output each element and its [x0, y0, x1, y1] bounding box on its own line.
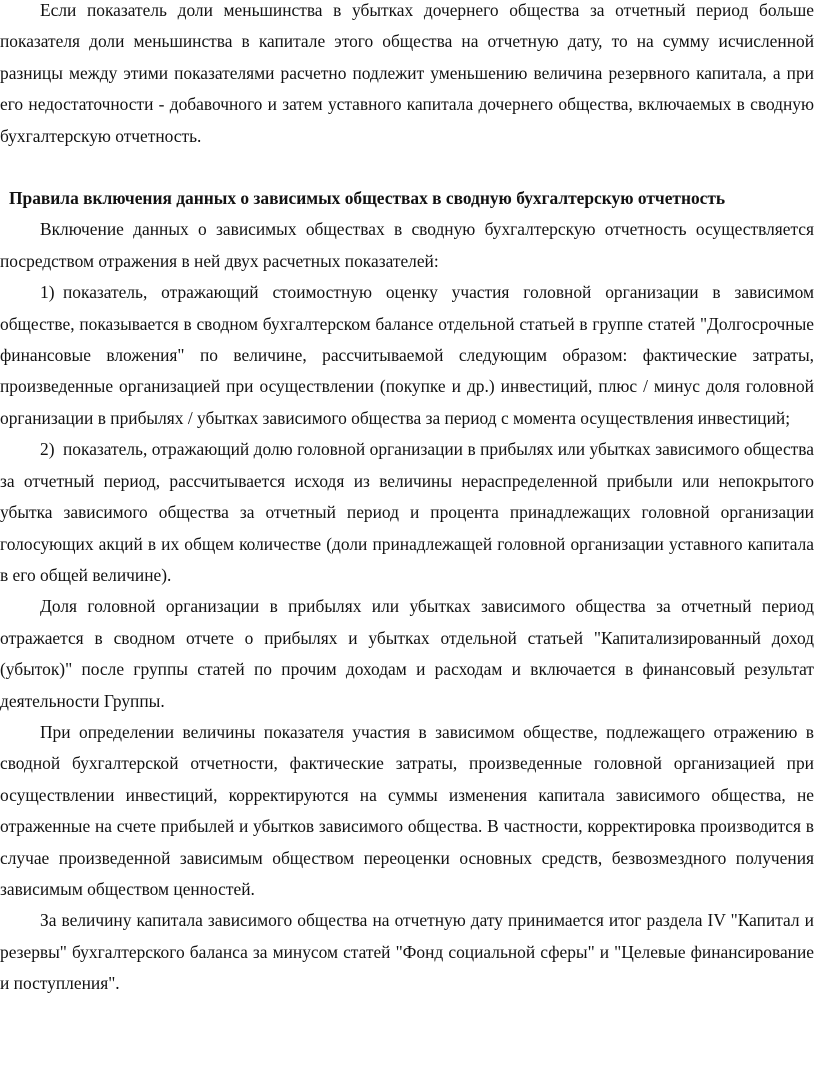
- paragraph-inclusion-intro: Включение данных о зависимых обществах в сводную бухгалтерскую отчетность осуществляется посредством отражения в ней двух расчетных показателей:: [0, 219, 814, 271]
- paragraph-capital-definition: За величину капитала зависимого общества на отчетную дату принимается итог раздела IV "Капитал и резервы" бухгалтерского баланса за минусом статей "Фонд социальной сферы" и "Целевые финансирование и поступления".: [0, 910, 814, 994]
- list-item-text: показатель, отражающий стоимостную оценку участия головной организации в зависимом обществе, показывается в сводном бухгалтерском балансе отдельной статьей в группе статей "Долгосрочные финансовые вложения" по величине, рассчитываемой следующим образом: фактические затраты, произведенные организацией при осуществлении (покупке и др.) инвестиций, плюс / минус доля головной организации в прибылях / убытках зависимого общества за период с момента осуществления инвестиций;: [0, 282, 814, 428]
- list-item: [0, 277, 814, 434]
- list-item: [0, 434, 814, 591]
- list-item-number: 2): [40, 439, 55, 460]
- paragraph-participation-value: При определении величины показателя участия в зависимом обществе, подлежащего отражению в сводной бухгалтерской отчетности, фактические затраты, произведенные головной организацией при осуществлении инвестиций, корректируются на суммы изменения капитала зависимого общества, не отраженные на счете прибылей и убытков зависимого общества. В частности, корректировка производится в случае произведенной зависимым обществом переоценки основных средств, безвозмездного получения зависимым обществом ценностей.: [0, 721, 814, 899]
- paragraph-share-in-profits: Доля головной организации в прибылях или убытках зависимого общества за отчетный период отражается в сводном отчете о прибылях и убытках отдельной статьей "Капитализированный доход (убыток)" после группы статей по прочим доходам и расходам и включается в финансовый результат деятельности Группы.: [0, 596, 814, 711]
- list-item-text: показатель, отражающий долю головной организации в прибылях или убытках зависимого общества за отчетный период, рассчитывается исходя из величины нераспределенной прибыли или непокрытого убытка зависимого общества за отчетный период и процента принадлежащих головной организации голосующих акций в их общем количестве (доли принадлежащей головной организации уставного капитала в его общей величине).: [0, 439, 814, 585]
- list-item-number: 1): [40, 282, 55, 303]
- section-heading: Правила включения данных о зависимых обществах в сводную бухгалтерскую отчетность: [9, 188, 726, 209]
- paragraph-minority-share: Если показатель доли меньшинства в убытках дочернего общества за отчетный период больше показателя доли меньшинства в капитале этого общества на отчетную дату, то на сумму исчисленной разницы между этими показателями расчетно подлежит уменьшению величина резервного капитала, а при его недостаточности - добавочного и затем уставного капитала дочернего общества, включаемых в сводную бухгалтерскую отчетность.: [0, 0, 814, 146]
